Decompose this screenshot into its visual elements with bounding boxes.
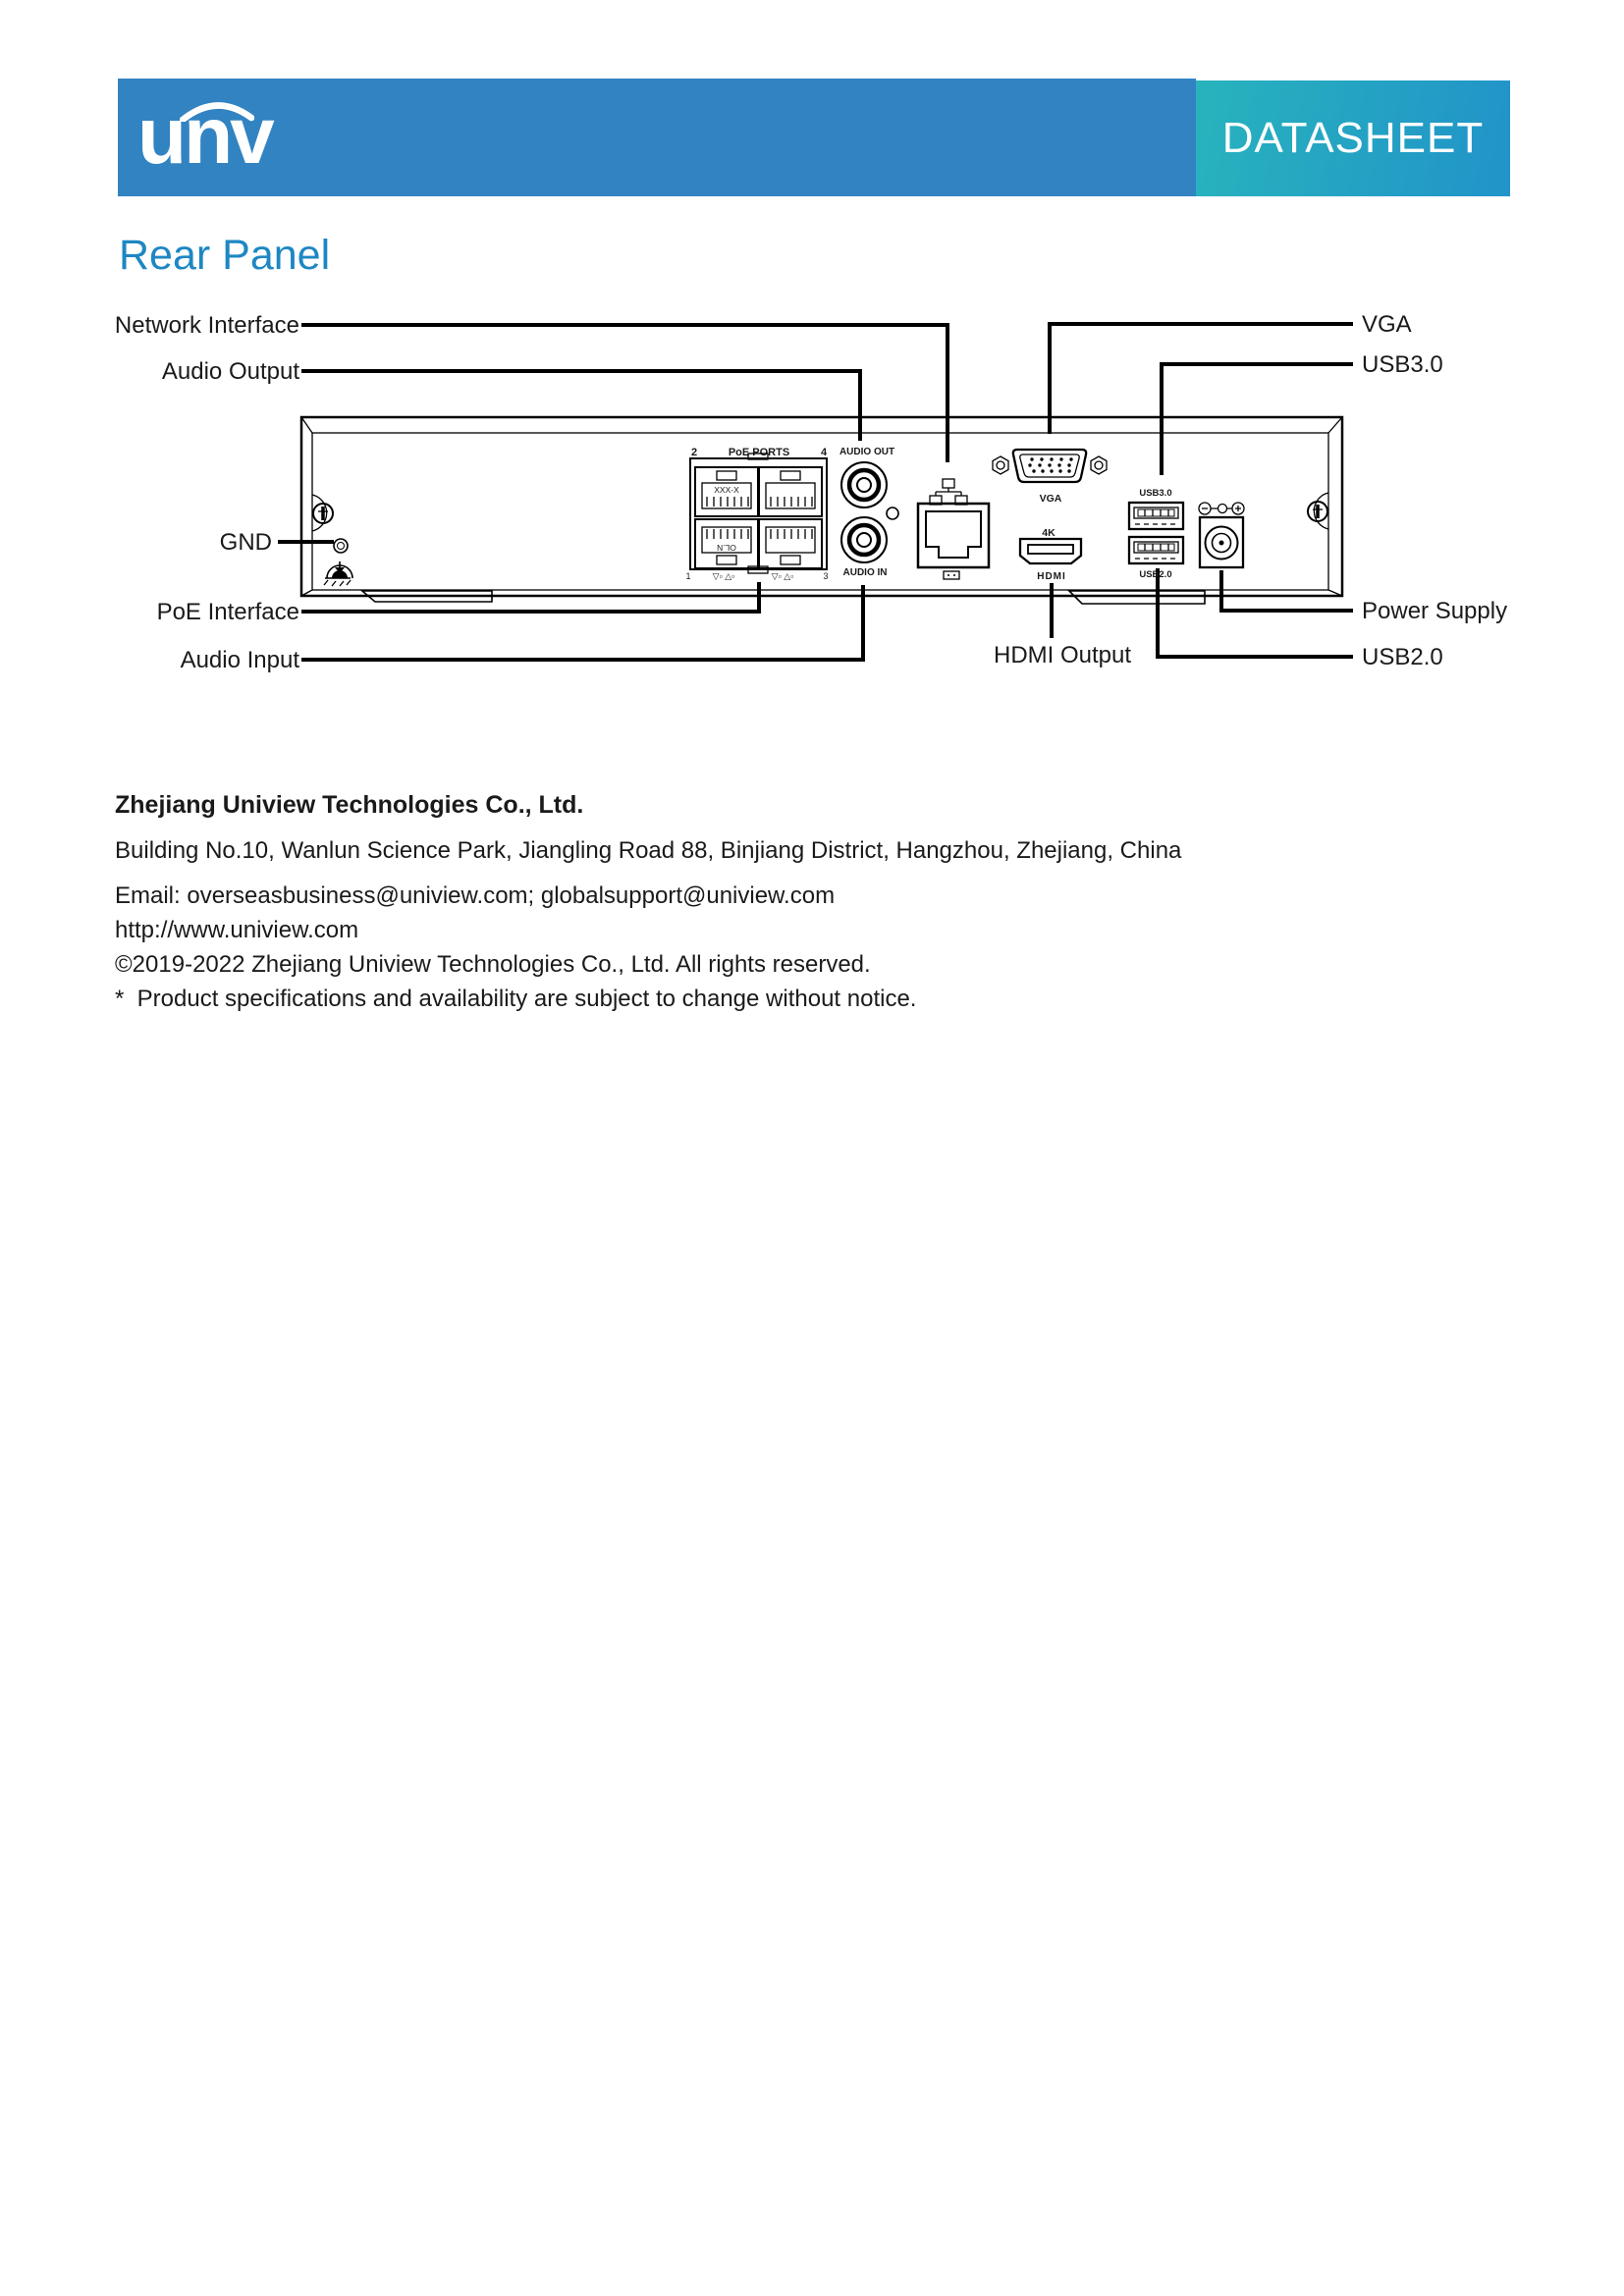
- polarity-icon: [1199, 503, 1244, 514]
- header-band: [118, 79, 1196, 196]
- vga-connector: [993, 450, 1107, 505]
- network-interface-callout-line: [301, 325, 947, 462]
- hdmi-connector: [1020, 527, 1081, 582]
- usb3-callout-line: [1162, 364, 1353, 475]
- usb3-text: USB3.0: [1139, 488, 1172, 499]
- poe-port-tag: XXX-X: [714, 485, 739, 495]
- gnd-terminal-icon: [324, 539, 352, 586]
- poe-port-tag2: OL.N: [717, 543, 736, 553]
- vga-text: VGA: [1039, 493, 1062, 505]
- poe-port-2: [695, 467, 758, 516]
- page-title: Rear Panel: [119, 232, 331, 279]
- 4k-text: 4K: [1042, 527, 1056, 539]
- label-poe-interface: PoE Interface: [156, 599, 299, 625]
- label-usb3: USB3.0: [1362, 351, 1443, 378]
- poe-ports-block: [685, 447, 828, 581]
- poe-num-4: 4: [820, 447, 828, 458]
- label-network-interface: Network Interface: [114, 312, 299, 339]
- hdmi-logo-text: HDMI: [1037, 571, 1066, 582]
- footer-email: Email: overseasbusiness@uniview.com; globalsupport@uniview.com: [115, 882, 836, 909]
- footer-note: * Product specifications and availability are subject to change without notice.: [115, 986, 917, 1012]
- poe-port-4: [759, 467, 822, 516]
- poe-row-num-3: 3: [823, 571, 829, 581]
- footer-copyright: ©2019-2022 Zhejiang Uniview Technologies Co., Ltd. All rights reserved.: [115, 951, 871, 978]
- footer-company: Zhejiang Uniview Technologies Co., Ltd.: [115, 791, 584, 819]
- datasheet-label: DATASHEET: [1221, 114, 1485, 162]
- network-icon: [930, 479, 967, 505]
- footer-website: http://www.uniview.com: [115, 917, 359, 943]
- datasheet-banner: [1196, 80, 1510, 196]
- power-jack: [1199, 503, 1244, 567]
- label-audio-output: Audio Output: [161, 358, 299, 385]
- poe-row-markers-a: ▽▫ △▫: [712, 571, 735, 581]
- label-usb2: USB2.0: [1362, 644, 1443, 670]
- poe-ports-title: PoE PORTS: [728, 447, 790, 458]
- label-gnd: GND: [219, 529, 272, 556]
- footer-address: Building No.10, Wanlun Science Park, Jiangling Road 88, Binjiang District, Hangzhou, Zhejiang, China: [115, 837, 1182, 864]
- poe-row-markers-b: ▽▫ △▫: [771, 571, 794, 581]
- audio-in-text: AUDIO IN: [842, 567, 888, 578]
- audio-out-text: AUDIO OUT: [839, 447, 895, 457]
- usb2-port: [1129, 537, 1183, 580]
- unv-logo-arc-icon: [180, 98, 254, 122]
- audio-out-jack: [839, 447, 894, 507]
- network-port: [918, 479, 989, 579]
- usb2-text: USB2.0: [1139, 569, 1172, 580]
- vga-pins: [1028, 457, 1072, 472]
- audio-output-callout-line: [301, 371, 860, 441]
- audio-led-hole: [887, 507, 898, 519]
- rear-panel-diagram: [0, 294, 1624, 707]
- right-screw-icon: [1308, 493, 1328, 529]
- label-audio-input: Audio Input: [180, 647, 299, 673]
- right-foot: [1069, 591, 1205, 604]
- poe-num-2: 2: [690, 447, 698, 458]
- audio-in-jack: [841, 517, 888, 578]
- poe-port-3: [759, 519, 822, 568]
- label-power-supply: Power Supply: [1362, 598, 1508, 624]
- left-screw-icon: [312, 495, 333, 531]
- label-vga: VGA: [1362, 311, 1412, 338]
- poe-row-num-1: 1: [685, 571, 691, 581]
- poe-port-1: [695, 519, 758, 568]
- usb3-port: [1129, 488, 1183, 529]
- unv-logo: unv: [137, 91, 272, 181]
- label-hdmi-output: HDMI Output: [994, 642, 1132, 668]
